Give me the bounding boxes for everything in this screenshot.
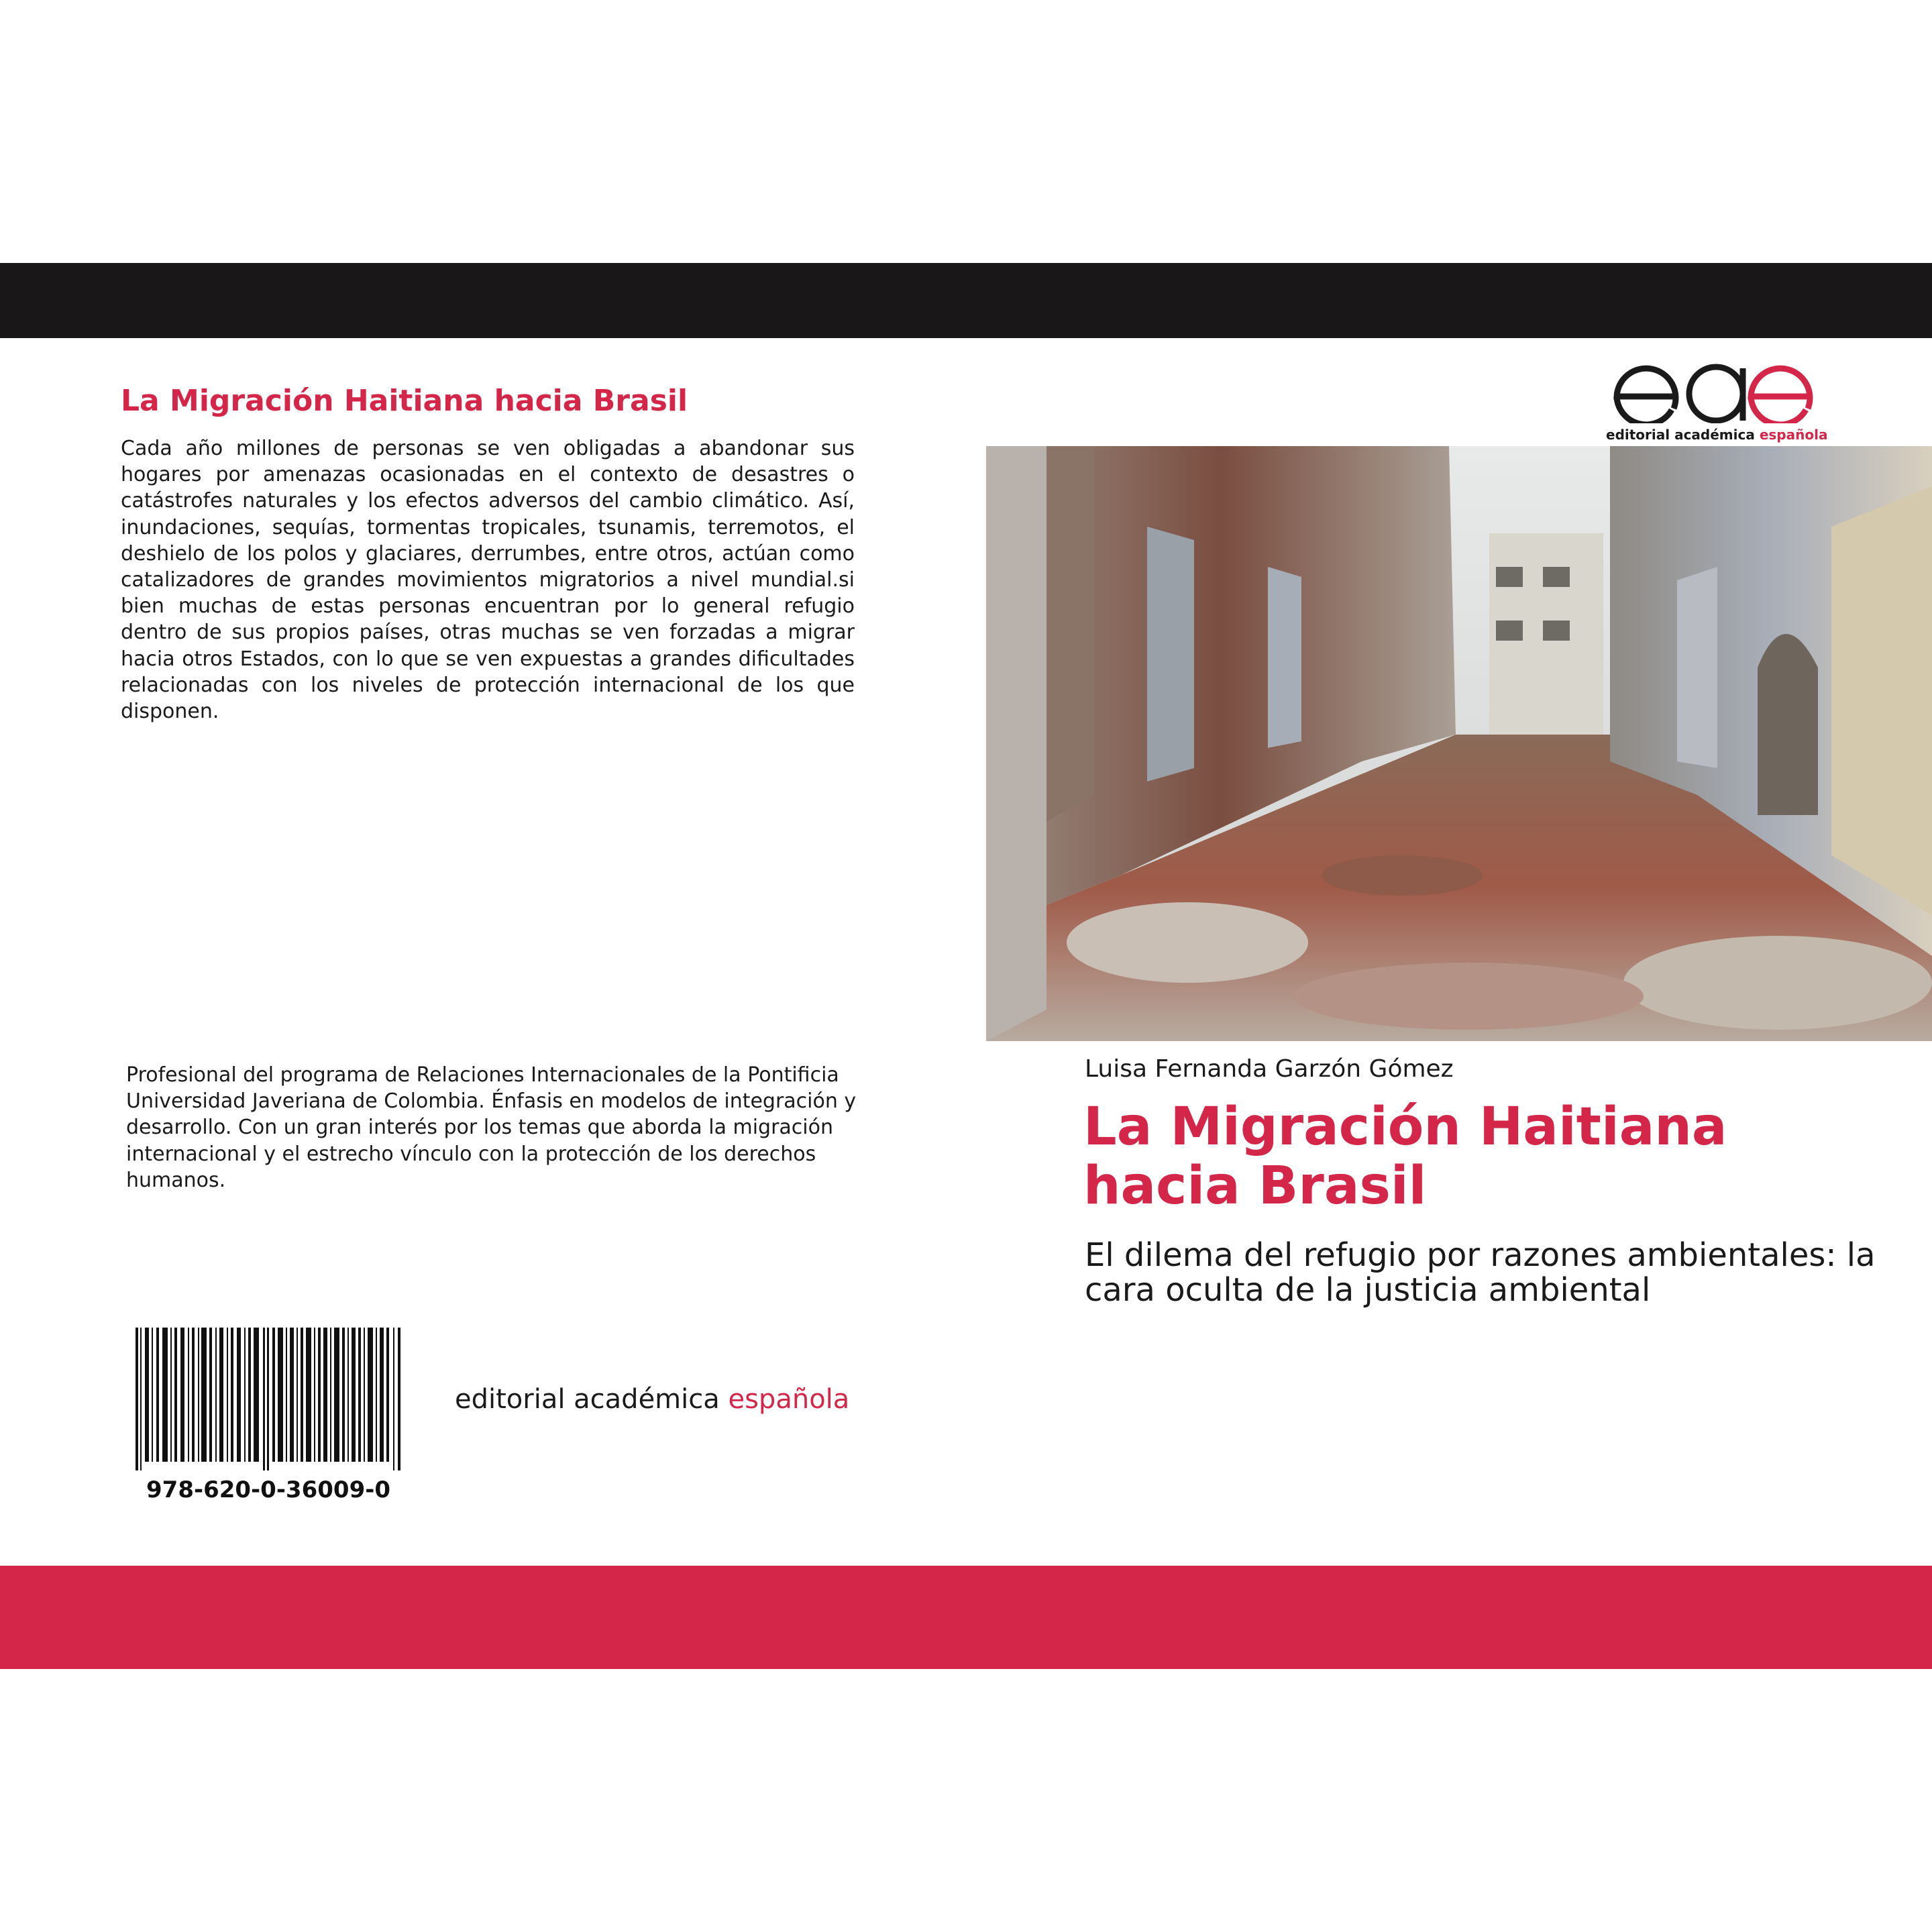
author-name: Luisa Fernanda Garzón Gómez: [1085, 1055, 1454, 1083]
publisher-logo: [1603, 359, 1828, 446]
isbn-number: 978-620-0-36009-0: [146, 1477, 390, 1503]
back-publisher-part2: española: [728, 1384, 850, 1415]
bottom-red-band: [0, 1566, 1932, 1669]
back-cover-title: La Migración Haitiana hacia Brasil: [121, 384, 688, 418]
top-dark-band: [0, 263, 1932, 338]
back-cover-blurb: Cada año millones de personas se ven obligadas a abandonar sus hogares por amenazas ocasionadas en el contexto de desastres o catástrofes naturales y los efectos adversos del cambio climático. Así, inundaciones, sequías, tormentas tropicales, tsunamis, terremotos, el deshielo de los polos y glaciares, derrumbes, entre otros, actúan como catalizadores de grandes movimientos migratorios a nivel mundial.si bien muchas de estas personas encuentran por lo general refugio dentro de sus propios países, otras muchas se ven forzadas a migrar hacia otros Estados, con lo que se ven expuestas a grandes dificultades relacionadas con los niveles de protección internacional de los que disponen.: [121, 437, 855, 724]
author-bio: Profesional del programa de Relaciones Internacionales de la Pontificia Universidad Javeriana de Colombia. Énfasis en modelos de integración y desarrollo. Con un gran interés por los temas que aborda la migración internacional y el estrecho vínculo con la protección de los derechos humanos.: [126, 1063, 857, 1192]
front-cover-subtitle: El dilema del refugio por razones ambientales: la cara oculta de la justicia ambiental: [1085, 1236, 1876, 1309]
logo-caption-part1: editorial académica: [1606, 427, 1755, 443]
eae-logo-icon: [1610, 359, 1818, 423]
barcode-icon: [134, 1328, 402, 1470]
front-cover-title: La Migración Haitiana hacia Brasil: [1083, 1097, 1727, 1216]
back-publisher-part1: editorial académica: [455, 1384, 720, 1415]
back-publisher-name: [455, 1384, 849, 1415]
ruined-street-photo: [986, 446, 1932, 1041]
logo-caption-part2: española: [1759, 427, 1828, 443]
logo-caption: [1606, 427, 1828, 443]
